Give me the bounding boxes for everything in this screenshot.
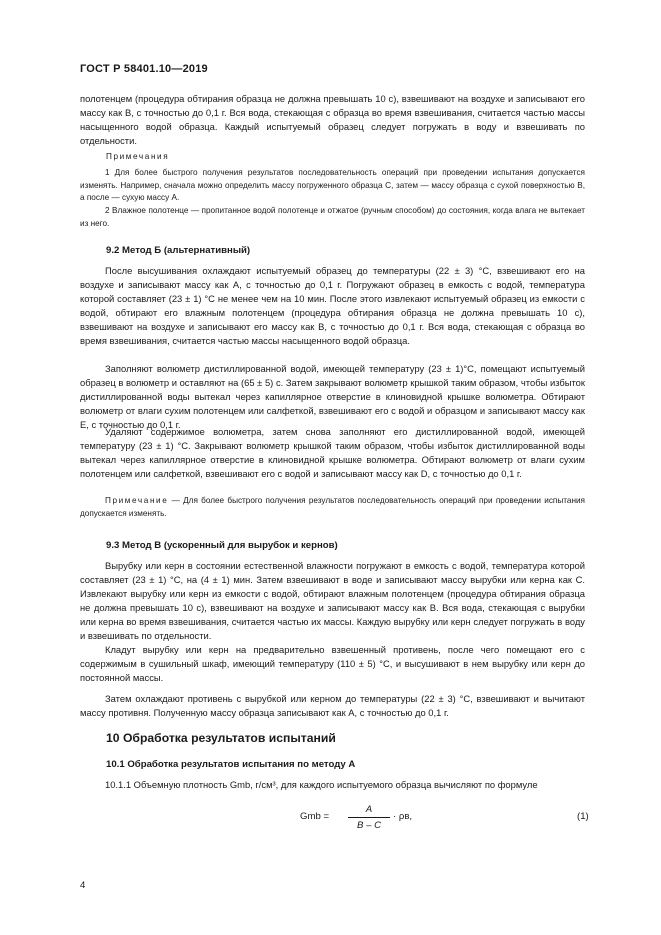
formula-numerator: A (365, 804, 373, 815)
formula-lhs: Gmb = (300, 811, 330, 822)
intro-paragraph: полотенцем (процедура обтирания образца не должна превышать 10 с), взвешивают на воздухе и записывают его массу как В, с точностью до 0,1 г. Вся вода, стекающая с образца во время взвешивания, считается частью массы насыщенного водой образца. Каждый испытуемый образец следует погружать в воду и взвешивать по отдельности. (80, 93, 585, 146)
section-9-2-note (80, 495, 585, 520)
section-9-2-heading: 9.2 Метод Б (альтернативный) (106, 245, 251, 256)
formula-denominator: B – C (357, 820, 381, 831)
formula-rhs: · ρв, (393, 811, 413, 822)
section-10-1-heading: 10.1 Обработка результатов испытания по методу А (106, 759, 356, 770)
formula-fraction (348, 803, 390, 832)
note-text: — Для более быстрого получения результатов последовательность операций при проведении испытания допускается изменять. (80, 496, 585, 518)
section-9-2-paragraph-3: Удаляют содержимое волюметра, затем снова заполняют его дистиллированной водой, имеющей температуру (23 ± 1) °С. Закрывают волюметр крышкой таким образом, чтобы избыток дистиллированной воды вытекал через капиллярное отверстие в клиновидной крышке волюметра. Обтирают волюметр от влаги сухим полотенцем или салфеткой, взвешивают его с водой и записывают массу как D, с точностью до 0,1 г. (80, 426, 585, 479)
note-2: 2 Влажное полотенце — пропитанное водой полотенце и отжатое (ручным способом) до состояния, когда влага не вытекает из него. (80, 206, 585, 228)
section-9-3-paragraph-3: Затем охлаждают противень с вырубкой или керном до температуры (22 ± 3) °С, взвешивают и вычитают массу противня. Полученную массу образца записывают как A, с точностью до 0,1 г. (80, 693, 585, 718)
section-9-3-paragraph-1: Вырубку или керн в состоянии естественной влажности погружают в емкость с водой, температура которой составляет (23 ± 1) °С, на (4 ± 1) мин. Затем взвешивают в воде и записывают массу вырубки или керна как C. Извлекают вырубку или керн из емкости с водой, обтирают влажным полотенцем (процедура обтирания образца не должна превышать 10 с), взвешивают на воздухе и записывают массу как B. Вся вода, стекающая с вырубки или керна во время взвешивания, считается частью их массы. Каждую вырубку или керн следует погружать в воду и взвешивать по отдельности. (80, 560, 585, 641)
section-9-2-paragraph-2: Заполняют волюметр дистиллированной водой, имеющей температуру (23 ± 1)°С, помещают испытуемый образец в волюметр и оставляют на (65 ± 5) с. Затем закрывают волюметр крышкой таким образом, чтобы избыток дистиллированной воды вытекал через капиллярное отверстие в клиновидной крышке волюметра. Обтирают волюметр от влаги сухим полотенцем или салфеткой, взвешивают его с водой и образцом и записывают массу как E, с точностью до 0,1 г. (80, 363, 585, 430)
notes-title: Примечания (106, 152, 170, 161)
document-header: ГОСТ Р 58401.10—2019 (80, 63, 208, 75)
formula-1 (300, 803, 600, 853)
note-label: Примечание (105, 496, 169, 505)
page-number: 4 (80, 880, 86, 891)
section-10-1-1-paragraph: 10.1.1 Объемную плотность Gmb, г/см³, для каждого испытуемого образца вычисляют по формуле (105, 779, 538, 790)
section-9-2-paragraph-1: После высушивания охлаждают испытуемый образец до температуры (22 ± 3) °С, взвешивают его на воздухе и записывают массу как A, с точностью до 0,1 г. Погружают образец в емкость с водой, температура которой составляет (23 ± 1) °С не менее чем на 10 мин. После этого извлекают испытуемый образец из емкости с водой, обтирают его влажным полотенцем (процедура обтирания образца не должна превышать 10 с), взвешивают на воздухе и записывают его массу как B, с точностью до 0,1 г. Вся вода, стекающая с образца во время взвешивания, считается частью массы насыщенного водой образца. (80, 265, 585, 346)
fraction-bar (348, 817, 390, 818)
section-10-heading: 10 Обработка результатов испытаний (106, 731, 336, 745)
section-9-3-paragraph-2: Кладут вырубку или керн на предварительно взвешенный противень, после чего помещают его с содержимым в сушильный шкаф, имеющий температуру (110 ± 5) °С, и высушивают в нем вырубку или керн до постоянной массы. (80, 644, 585, 683)
section-9-3-heading: 9.3 Метод В (ускоренный для вырубок и кернов) (106, 540, 338, 551)
note-1: 1 Для более быстрого получения результатов последовательность операций при проведении испытания допускается изменять. Например, сначала можно определить массу погруженного образца C, затем — массу образца с сухой поверхностью B, а после — сухую массу A. (80, 168, 585, 202)
formula-number: (1) (577, 811, 589, 822)
